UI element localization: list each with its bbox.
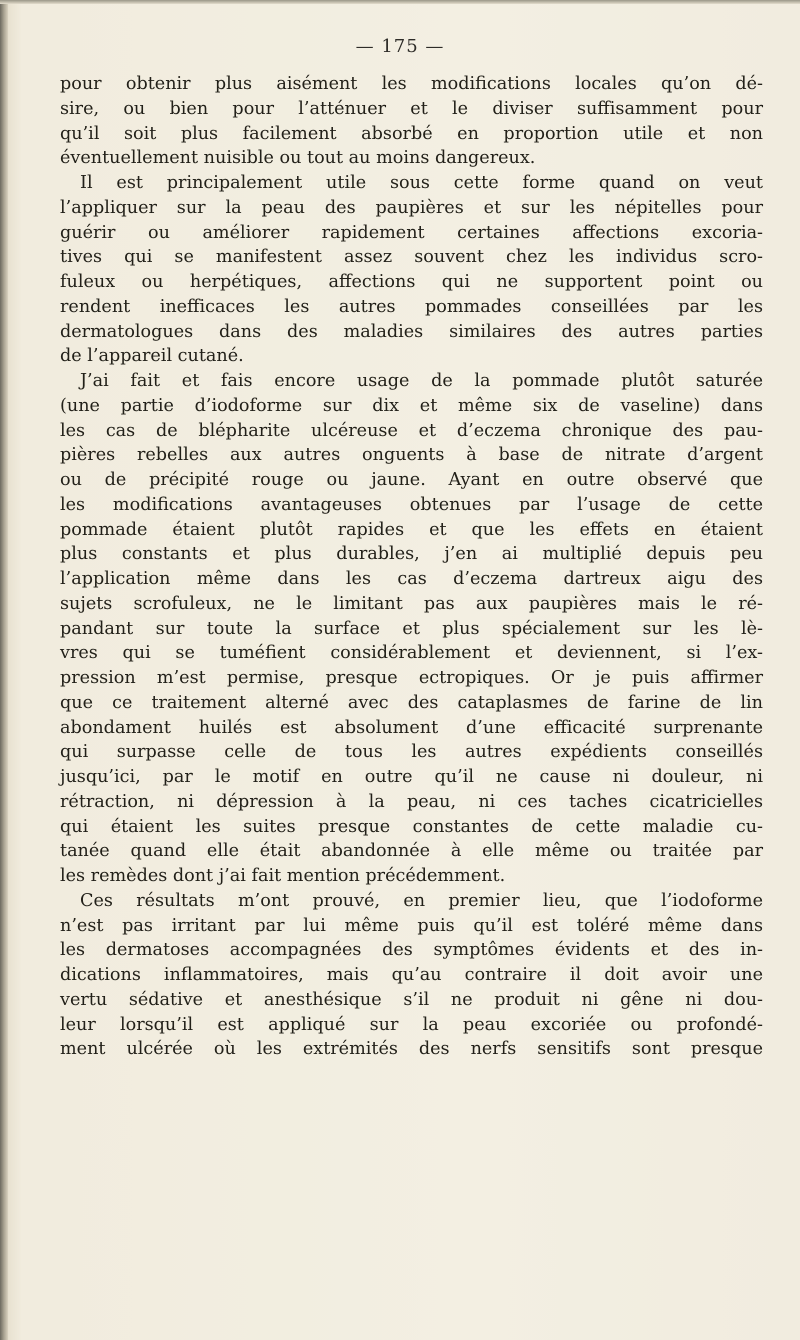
text-line: fuleux ou herpétiques, affections qui ne supportent point ou xyxy=(60,272,763,292)
text-line: les dermatoses accompagnées des symptômes évidents et des in- xyxy=(60,940,763,961)
text-line: jusqu’ici, par le motif en outre qu’il ne cause ni douleur, ni xyxy=(60,767,763,787)
text-line: plus constants et plus durables, j’en ai multiplié depuis peu xyxy=(60,544,763,565)
text-line: tanée quand elle était abandonnée à elle même ou traitée par xyxy=(60,841,763,862)
page-number: — 175 — xyxy=(355,36,445,57)
body-text xyxy=(60,72,763,1062)
text-line: qui surpasse celle de tous les autres expédients conseillés xyxy=(60,742,763,763)
text-line: vres qui se tuméfient considérablement et deviennent, si l’ex- xyxy=(60,643,763,664)
text-line: J’ai fait et fais encore usage de la pommade plutôt saturée xyxy=(80,371,763,391)
text-line: éventuellement nuisible ou tout au moins dangereux. xyxy=(60,148,536,169)
text-line: Il est principalement utile sous cette forme quand on veut xyxy=(80,173,763,193)
page-top-edge xyxy=(0,0,800,4)
text-line: sire, ou bien pour l’atténuer et le diviser suffisamment pour xyxy=(60,98,763,119)
text-line: (une partie d’iodoforme sur dix et même six de vaseline) dans xyxy=(60,395,763,416)
text-line: les cas de blépharite ulcéreuse et d’eczema chronique des pau- xyxy=(60,420,763,441)
text-line: les remèdes dont j’ai fait mention précédemment. xyxy=(60,866,506,886)
text-line: que ce traitement alterné avec des cataplasmes de farine de lin xyxy=(60,692,763,713)
text-line: de l’appareil cutané. xyxy=(60,346,244,367)
text-line: pommade étaient plutôt rapides et que les effets en étaient xyxy=(60,519,763,540)
text-line: l’application même dans les cas d’eczema dartreux aigu des xyxy=(60,569,763,589)
text-line: rétraction, ni dépression à la peau, ni ces taches cicatricielles xyxy=(60,791,763,812)
text-line: tives qui se manifestent assez souvent chez les individus scro- xyxy=(60,247,763,268)
text-line: pières rebelles aux autres onguents à base de nitrate d’argent xyxy=(60,445,763,466)
text-line: ment ulcérée où les extrémités des nerfs sensitifs sont presque xyxy=(60,1039,763,1060)
text-line: guérir ou améliorer rapidement certaines affections excoria- xyxy=(60,222,763,243)
text-line: qui étaient les suites presque constantes de cette maladie cu- xyxy=(60,816,763,837)
text-line: sujets scrofuleux, ne le limitant pas aux paupières mais le ré- xyxy=(60,593,763,614)
text-line: Ces résultats m’ont prouvé, en premier lieu, que l’iodoforme xyxy=(80,890,763,911)
page-binding-edge xyxy=(0,0,8,1340)
text-line: pandant sur toute la surface et plus spécialement sur les lè- xyxy=(60,618,763,639)
text-line: ou de précipité rouge ou jaune. Ayant en outre observé que xyxy=(60,470,763,490)
text-line: vertu sédative et anesthésique s’il ne produit ni gêne ni dou- xyxy=(60,989,763,1010)
text-line: dications inflammatoires, mais qu’au contraire il doit avoir une xyxy=(60,965,763,985)
text-line: n’est pas irritant par lui même puis qu’il est toléré même dans xyxy=(60,915,763,936)
text-line: pression m’est permise, presque ectropiques. Or je puis affirmer xyxy=(60,668,763,688)
text-line: les modifications avantageuses obtenues par l’usage de cette xyxy=(60,494,763,515)
text-line: abondament huilés est absolument d’une efficacité surprenante xyxy=(60,717,763,738)
text-line: l’appliquer sur la peau des paupières et sur les népitelles pour xyxy=(60,197,763,218)
text-line: qu’il soit plus facilement absorbé en proportion utile et non xyxy=(60,123,763,144)
text-line: pour obtenir plus aisément les modifications locales qu’on dé- xyxy=(60,74,763,94)
text-line: rendent inefficaces les autres pommades conseillées par les xyxy=(60,296,763,317)
text-line: leur lorsqu’il est appliqué sur la peau excoriée ou profondé- xyxy=(60,1014,763,1035)
text-line: dermatologues dans des maladies similaires des autres parties xyxy=(60,321,763,342)
